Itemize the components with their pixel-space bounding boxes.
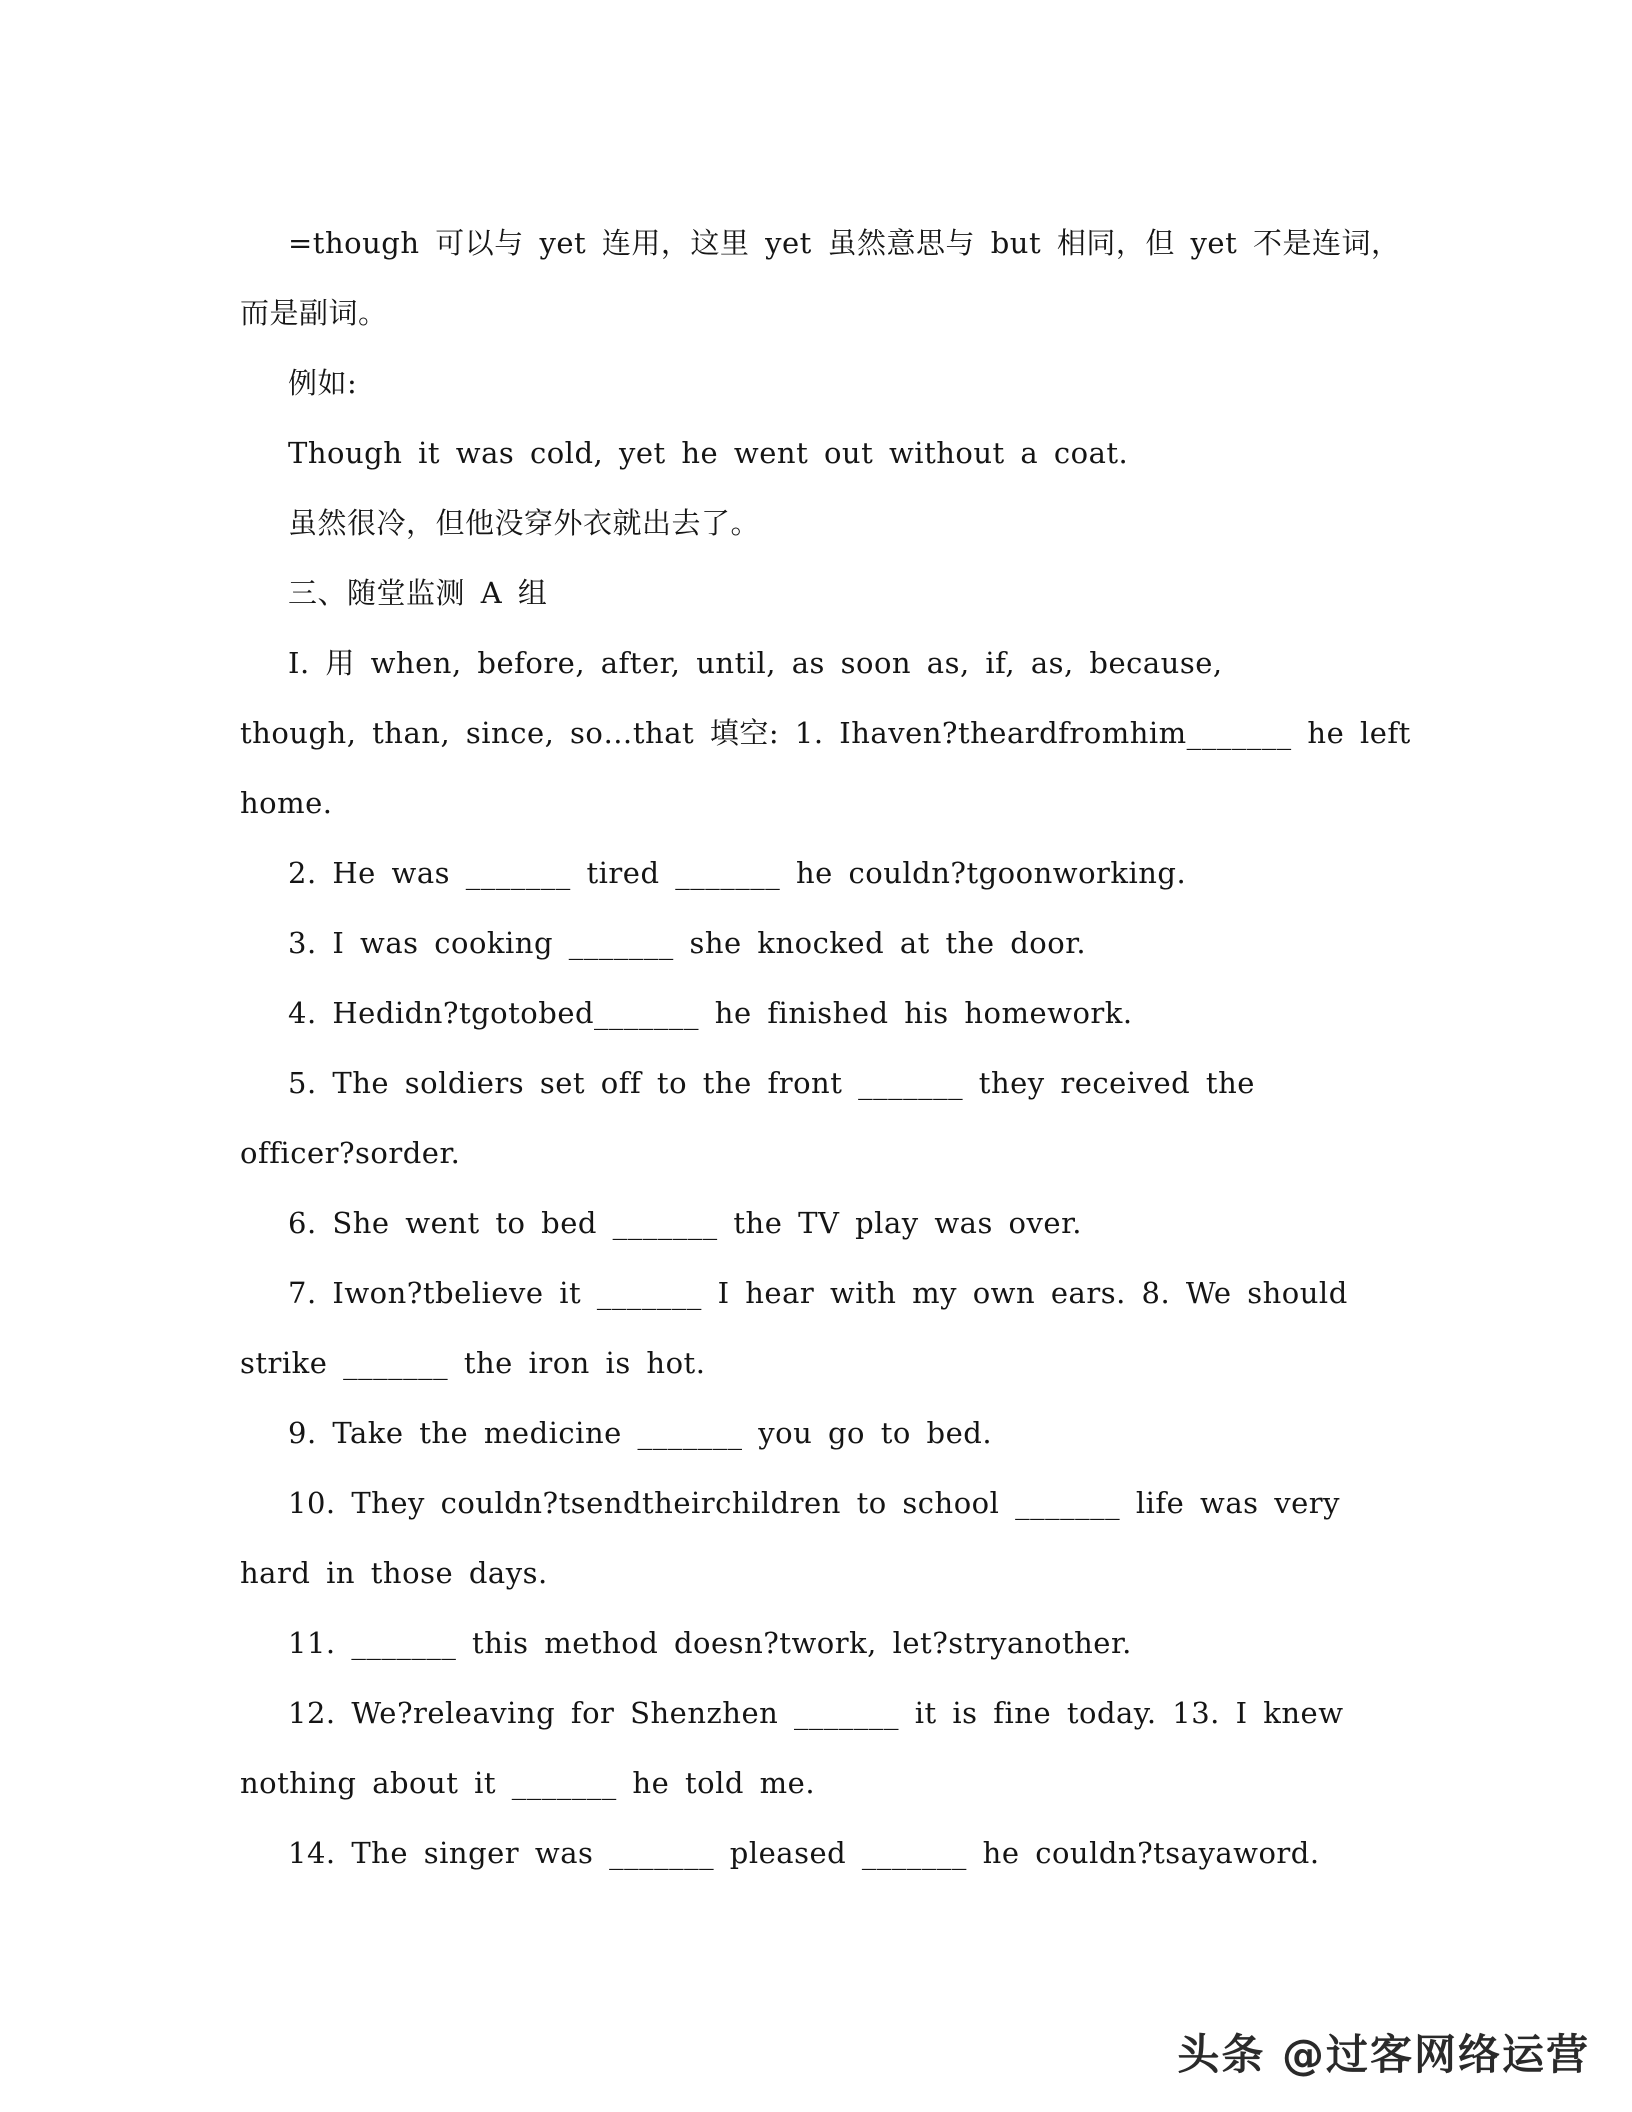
document-line: home. [240, 786, 333, 820]
document-line: 2. He was _______ tired _______ he couldn?tgoonworking. [288, 856, 1187, 890]
document-line: 4. Hedidn?tgotobed_______ he finished his homework. [288, 996, 1133, 1030]
document-line: 5. The soldiers set off to the front _______ they received the [288, 1066, 1255, 1100]
document-line: 7. Iwon?tbelieve it _______ I hear with my own ears. 8. We should [288, 1276, 1348, 1310]
document-line: nothing about it _______ he told me. [240, 1766, 816, 1800]
document-line: Though it was cold, yet he went out without a coat. [288, 436, 1129, 470]
document-line: 12. We?releaving for Shenzhen _______ it is fine today. 13. I knew [288, 1696, 1344, 1730]
document-line: officer?sorder. [240, 1136, 461, 1170]
document-line: 而是副词。 [240, 296, 388, 330]
document-line: 例如: [288, 366, 358, 400]
document-line: =though 可以与 yet 连用，这里 yet 虽然意思与 but 相同，但 yet 不是连词， [288, 226, 1401, 260]
document-line: 14. The singer was _______ pleased _______ he couldn?tsayaword. [288, 1836, 1320, 1870]
document-line: 3. I was cooking _______ she knocked at the door. [288, 926, 1087, 960]
document-line: strike _______ the iron is hot. [240, 1346, 706, 1380]
document-line: 6. She went to bed _______ the TV play was over. [288, 1206, 1082, 1240]
document-line: 虽然很冷，但他没穿外衣就出去了。 [288, 506, 761, 540]
document-line: 9. Take the medicine _______ you go to bed. [288, 1416, 993, 1450]
document-body [240, 208, 1411, 1888]
watermark: 头条 @过客网络运营 [1177, 2030, 1590, 2079]
document-line: 11. _______ this method doesn?twork, let?stryanother. [288, 1626, 1132, 1660]
document-section-heading: 三、随堂监测 A 组 [288, 576, 548, 610]
document-line: hard in those days. [240, 1556, 548, 1590]
document-line: 10. They couldn?tsendtheirchildren to school _______ life was very [288, 1486, 1341, 1520]
document-line: though, than, since, so…that 填空: 1. Ihaven?theardfromhim_______ he left [240, 716, 1411, 750]
document-line: I. 用 when, before, after, until, as soon as, if, as, because, [288, 646, 1223, 680]
